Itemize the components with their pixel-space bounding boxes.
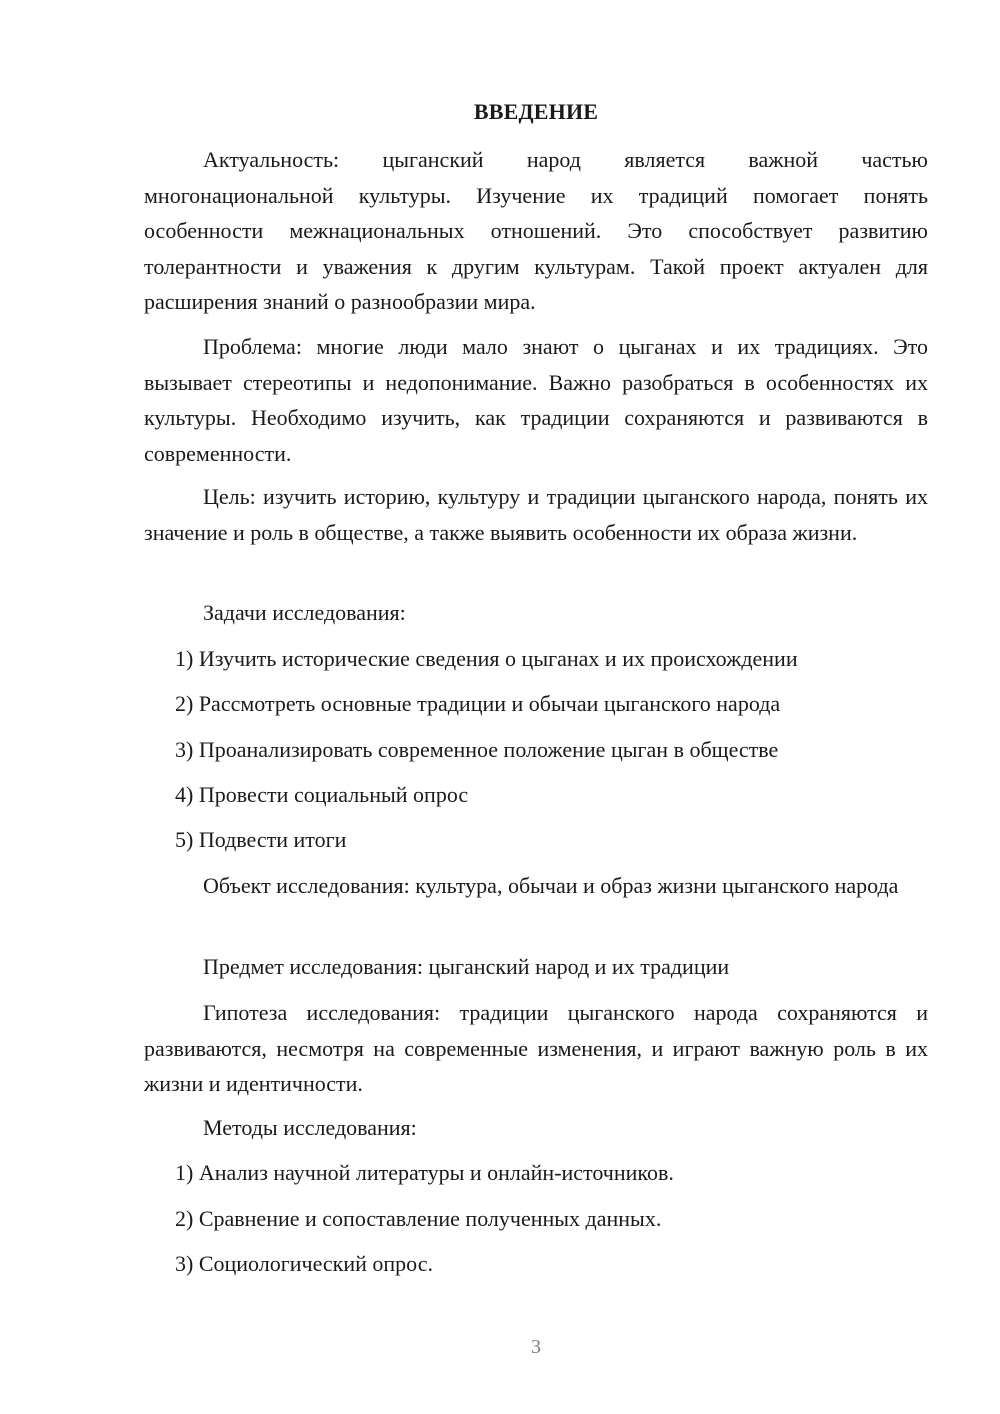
task-item: 4) Провести социальный опрос xyxy=(175,782,469,807)
hypothesis-paragraph: Гипотеза исследования: традиции цыганского народа сохраняются и развиваются, несмотря на современные изменения, и играют важную роль в их жизни и идентичности. xyxy=(144,1000,928,1096)
method-item: 3) Социологический опрос. xyxy=(175,1251,433,1276)
method-item: 2) Сравнение и сопоставление полученных данных. xyxy=(175,1206,662,1231)
goal-paragraph: Цель: изучить историю, культуру и традиции цыганского народа, понять их значение и роль в обществе, а также выявить особенности их образа жизни. xyxy=(144,484,928,545)
tasks-title: Задачи исследования: xyxy=(203,600,406,625)
task-item: 2) Рассмотреть основные традиции и обычаи цыганского народа xyxy=(175,691,781,716)
task-item: 5) Подвести итоги xyxy=(175,827,347,852)
page-heading: ВВЕДЕНИЕ xyxy=(473,99,599,124)
subject-paragraph: Предмет исследования: цыганский народ и их традиции xyxy=(203,954,730,979)
task-item: 1) Изучить исторические сведения о цыганах и их происхождении xyxy=(175,646,798,671)
page-number: 3 xyxy=(531,1336,541,1358)
relevance-paragraph: Актуальность: цыганский народ является важной частью многонациональной культуры. Изучение их традиций помогает понять особенности межнациональных отношений. Это способствует развитию толерантности и уважения к другим культурам. Такой проект актуален для расширения знаний о разнообразии мира. xyxy=(144,147,928,314)
task-item: 3) Проанализировать современное положение цыган в обществе xyxy=(175,737,779,762)
method-item: 1) Анализ научной литературы и онлайн-источников. xyxy=(175,1160,674,1185)
object-paragraph: Объект исследования: культура, обычаи и образ жизни цыганского народа xyxy=(203,873,899,898)
methods-title: Методы исследования: xyxy=(203,1115,417,1140)
problem-paragraph: Проблема: многие люди мало знают о цыганах и их традициях. Это вызывает стереотипы и недопонимание. Важно разобраться в особенностях их культуры. Необходимо изучить, как традиции сохраняются и развиваются в современности. xyxy=(144,334,928,466)
